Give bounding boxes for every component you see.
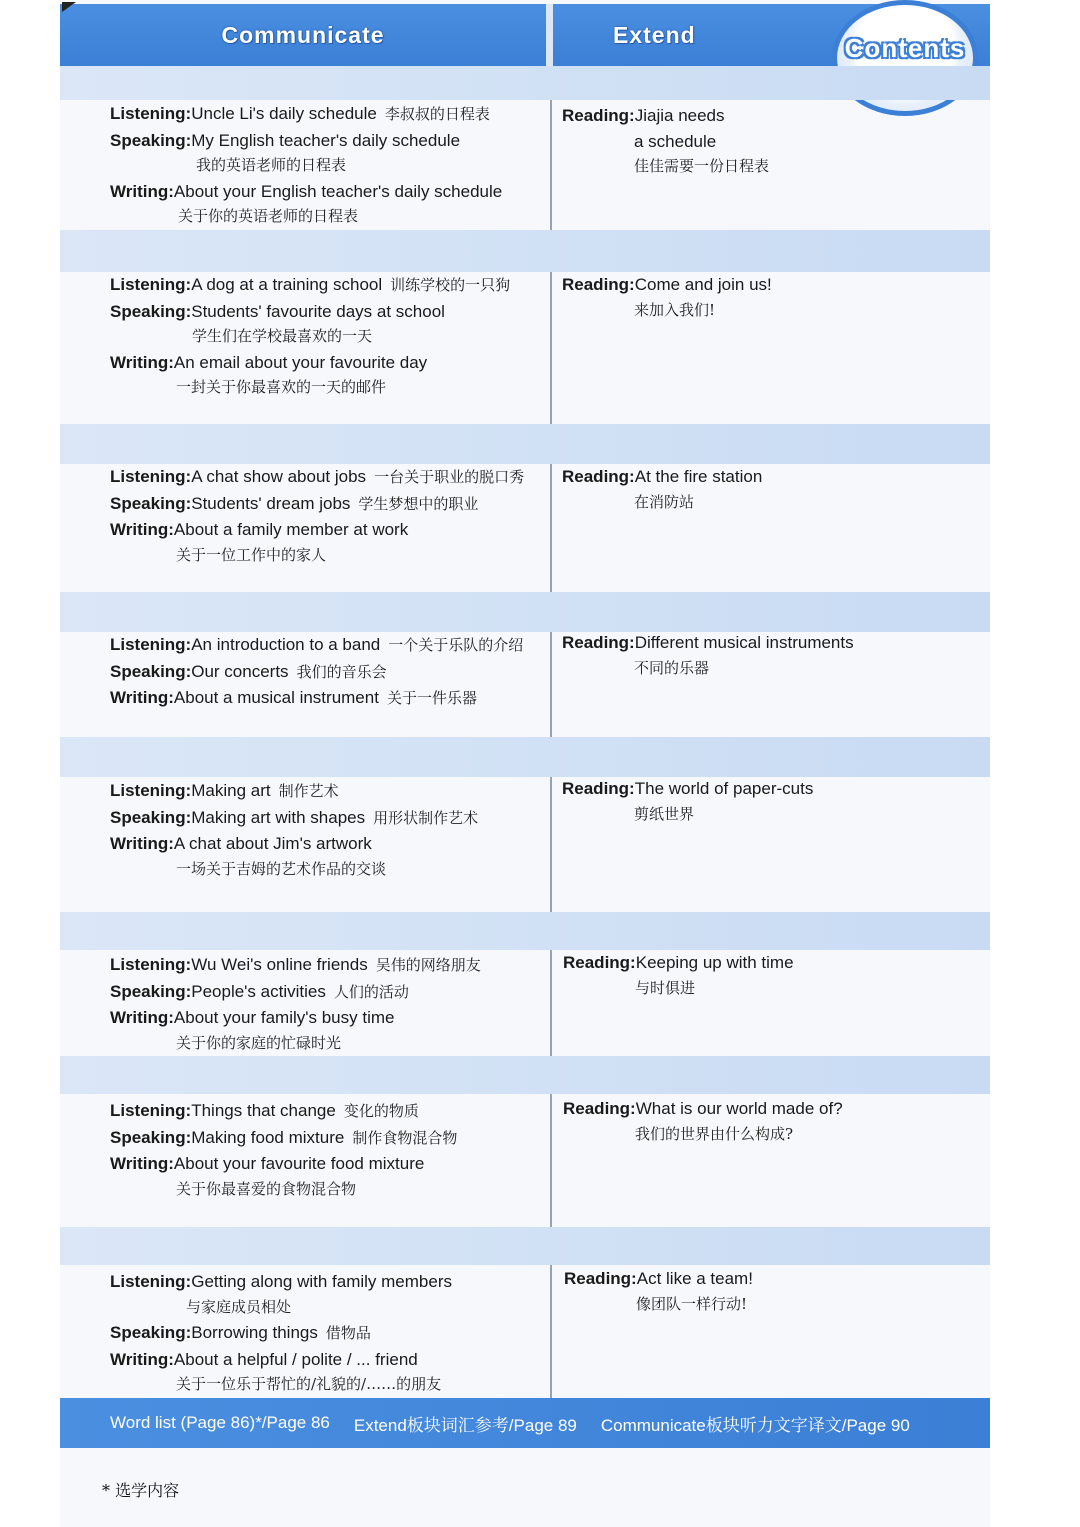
footnote: * 选学内容 [102, 1481, 180, 1500]
unit-7-communicate: Listening:Things that change 变化的物质 Speaking:Making food mixture 制作食物混合物 Writing:About your favourite food mixture 关于你最喜爱的食物混合物 [110, 1101, 458, 1198]
unit-1-communicate [110, 101, 502, 230]
row-band [60, 1056, 990, 1094]
row-band [60, 737, 990, 777]
column-divider [550, 100, 552, 230]
column-divider [550, 950, 552, 1056]
unit-2-extend: Reading:Come and join us! 来加入我们! [562, 275, 772, 319]
unit-5-communicate: Listening:Making art 制作艺术 Speaking:Making art with shapes 用形状制作艺术 Writing:A chat about Jim's artwork 一场关于吉姆的艺术作品的交谈 [110, 781, 479, 878]
corner-mark [62, 2, 76, 12]
unit-4-communicate: Listening:An introduction to a band 一个关于乐队的介绍 Speaking:Our concerts 我们的音乐会 Writing:About a musical instrument 关于一件乐器 [110, 635, 524, 707]
listening-line: Listening:Uncle Li's daily schedule 李叔叔的日程表 [110, 104, 490, 123]
unit-5-extend: Reading:The world of paper-cuts 剪纸世界 [562, 779, 814, 823]
writing-line: Writing:About your English teacher's daily schedule [110, 181, 503, 201]
unit-1-extend: Reading:Jiajia needs a schedule 佳佳需要一份日程表 [562, 106, 770, 175]
row-band [60, 424, 990, 464]
unit-2-communicate: Listening:A dog at a training school 训练学校的一只狗 Speaking:Students' favourite days at school 学生们在学校最喜欢的一天 Writing:An email about your favourite day 一封关于你最喜欢的一天的邮件 [110, 275, 511, 396]
column-divider [550, 777, 552, 912]
contents-title: Contents [844, 33, 966, 63]
writing-cn: 关于你的英语老师的日程表 [178, 207, 359, 225]
column-divider [550, 1094, 552, 1227]
extend-heading: Extend [553, 4, 990, 66]
row-band [60, 912, 990, 950]
row-band [60, 1227, 990, 1265]
unit-7-extend: Reading:What is our world made of? 我们的世界由什么构成? [563, 1099, 843, 1143]
unit-6-extend: Reading:Keeping up with time 与时俱进 [563, 953, 794, 997]
unit-8-communicate: Listening:Getting along with family members 与家庭成员相处 Speaking:Borrowing things 借物品 Writing:About a helpful / polite / ... friend 关于一位乐于帮忙的/礼貌的/……的朋友 [110, 1272, 452, 1393]
word-list-link[interactable]: Word list (Page 86)*/Page 86 [110, 1413, 330, 1432]
unit-3-extend: Reading:At the fire station 在消防站 [562, 467, 763, 511]
row-band [60, 592, 990, 632]
header-divider [546, 4, 553, 66]
unit-3-communicate: Listening:A chat show about jobs 一台关于职业的脱口秀 Speaking:Students' dream jobs 学生梦想中的职业 Writing:About a family member at work 关于一位工作中的家人 [110, 467, 525, 564]
row-band [60, 66, 990, 100]
communicate-heading: Communicate [60, 4, 546, 66]
column-divider [550, 464, 552, 592]
speaking-cn: 我的英语老师的日程表 [196, 156, 347, 174]
unit-6-communicate: Listening:Wu Wei's online friends 吴伟的网络朋友 Speaking:People's activities 人们的活动 Writing:About your family's busy time 关于你的家庭的忙碌时光 [110, 955, 481, 1052]
communicate-transcript-link[interactable]: Communicate板块听力文字译文/Page 90 [600, 1415, 910, 1435]
column-divider [550, 632, 552, 737]
column-divider [550, 1265, 552, 1398]
unit-4-extend: Reading:Different musical instruments 不同的乐器 [562, 633, 854, 677]
appendix-bar [60, 1398, 990, 1448]
column-divider [550, 272, 552, 424]
unit-8-extend: Reading:Act like a team! 像团队一样行动! [564, 1269, 753, 1313]
row-band [60, 230, 990, 272]
speaking-line: Speaking:My English teacher's daily schedule [110, 130, 461, 150]
extend-vocab-link[interactable]: Extend板块词汇参考/Page 89 [353, 1415, 577, 1435]
